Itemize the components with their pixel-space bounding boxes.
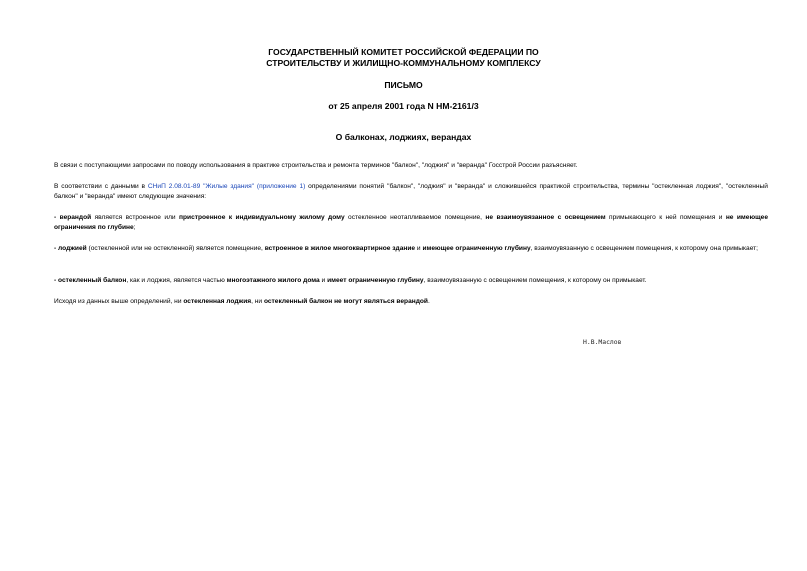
text-run: и: [415, 245, 423, 252]
bold-phrase: многоэтажного жилого дома: [226, 277, 320, 284]
text-run: является встроенное или: [91, 214, 180, 221]
text-run: , взаимоувязанную с освещением помещения, к которому он примыкает.: [423, 277, 647, 284]
paragraph-intro: [54, 161, 768, 171]
signature: Н.В.Маслов: [583, 338, 622, 346]
document-date-number: от 25 апреля 2001 года N НМ-2161/3: [328, 101, 479, 111]
bold-phrase: имеет ограниченную глубину: [327, 277, 424, 284]
bold-phrase: пристроенное к индивидуальному жилому дому: [179, 214, 345, 221]
paragraph-loggia: [54, 244, 768, 254]
text-run: Исходя из данных выше определений, ни: [54, 298, 184, 305]
paragraph-intro-text: В связи с поступающими запросами по поводу использования в практике строительства и ремонта терминов "балкон", "лоджия" и "веранда" Госстрой России разъясняет.: [54, 162, 578, 169]
bold-phrase: остекленный балкон не могут являться верандой: [263, 298, 428, 305]
document-type: ПИСЬМО: [384, 80, 423, 90]
authority-line-2: СТРОИТЕЛЬСТВУ И ЖИЛИЩНО-КОММУНАЛЬНОМУ КОМПЛЕКСУ: [266, 58, 541, 68]
text-run: , взаимоувязанную с освещением помещения, к которому она примыкает;: [530, 245, 759, 252]
paragraph-glazed-balcony: [54, 276, 768, 286]
text-run: ;: [133, 223, 136, 231]
bold-phrase: встроенное в жилое многоквартирное здание: [264, 245, 416, 252]
paragraph-veranda: [54, 213, 768, 232]
text-run: В соответствии с данными в: [54, 183, 148, 190]
bold-phrase: не имеющее ограничения по глубине: [54, 214, 769, 231]
paragraph-definitions: [54, 182, 768, 201]
issuing-authority: [0, 47, 807, 69]
document-subject: О балконах, лоджиях, верандах: [335, 132, 472, 142]
paragraph-definitions-text: [54, 182, 768, 201]
term-loggia: - лоджией: [54, 245, 87, 252]
term-glazed-balcony: - остекленный балкон: [54, 277, 127, 284]
text-run: , ни: [251, 298, 264, 305]
term-veranda: - верандой: [54, 214, 92, 221]
text-run: , как и лоджия, является частью: [126, 277, 227, 284]
paragraph-conclusion: [54, 297, 768, 307]
paragraph-conclusion-text: [54, 297, 768, 307]
text-run: остекленное неотапливаемое помещение,: [344, 214, 486, 221]
text-run: определениями понятий "балкон", "лоджия" и "веранда" и сложившейся практикой строительства, термины "остекленная лоджия", "остекленный балкон" и "веранда" имеют следующие значения:: [54, 183, 768, 200]
paragraph-loggia-text: [54, 244, 768, 254]
authority-line-1: ГОСУДАРСТВЕННЫЙ КОМИТЕТ РОССИЙСКОЙ ФЕДЕРАЦИИ ПО: [268, 47, 539, 57]
text-run: (остекленной или не остекленной) является помещение,: [86, 245, 265, 252]
bold-phrase: не взаимоувязанное с освещением: [485, 214, 606, 221]
paragraph-veranda-text: [54, 213, 768, 232]
bold-phrase: имеющее ограниченную глубину: [422, 245, 531, 252]
appendix-link[interactable]: (приложение 1): [256, 183, 306, 190]
bold-phrase: остекленная лоджия: [183, 298, 252, 305]
text-run: .: [428, 298, 430, 305]
text-run: примыкающего к ней помещения и: [605, 214, 726, 221]
text-run: и: [319, 277, 328, 284]
snip-reference-link[interactable]: СНиП 2.08.01-89 "Жилые здания": [147, 183, 254, 190]
paragraph-glazed-balcony-text: [54, 276, 768, 286]
